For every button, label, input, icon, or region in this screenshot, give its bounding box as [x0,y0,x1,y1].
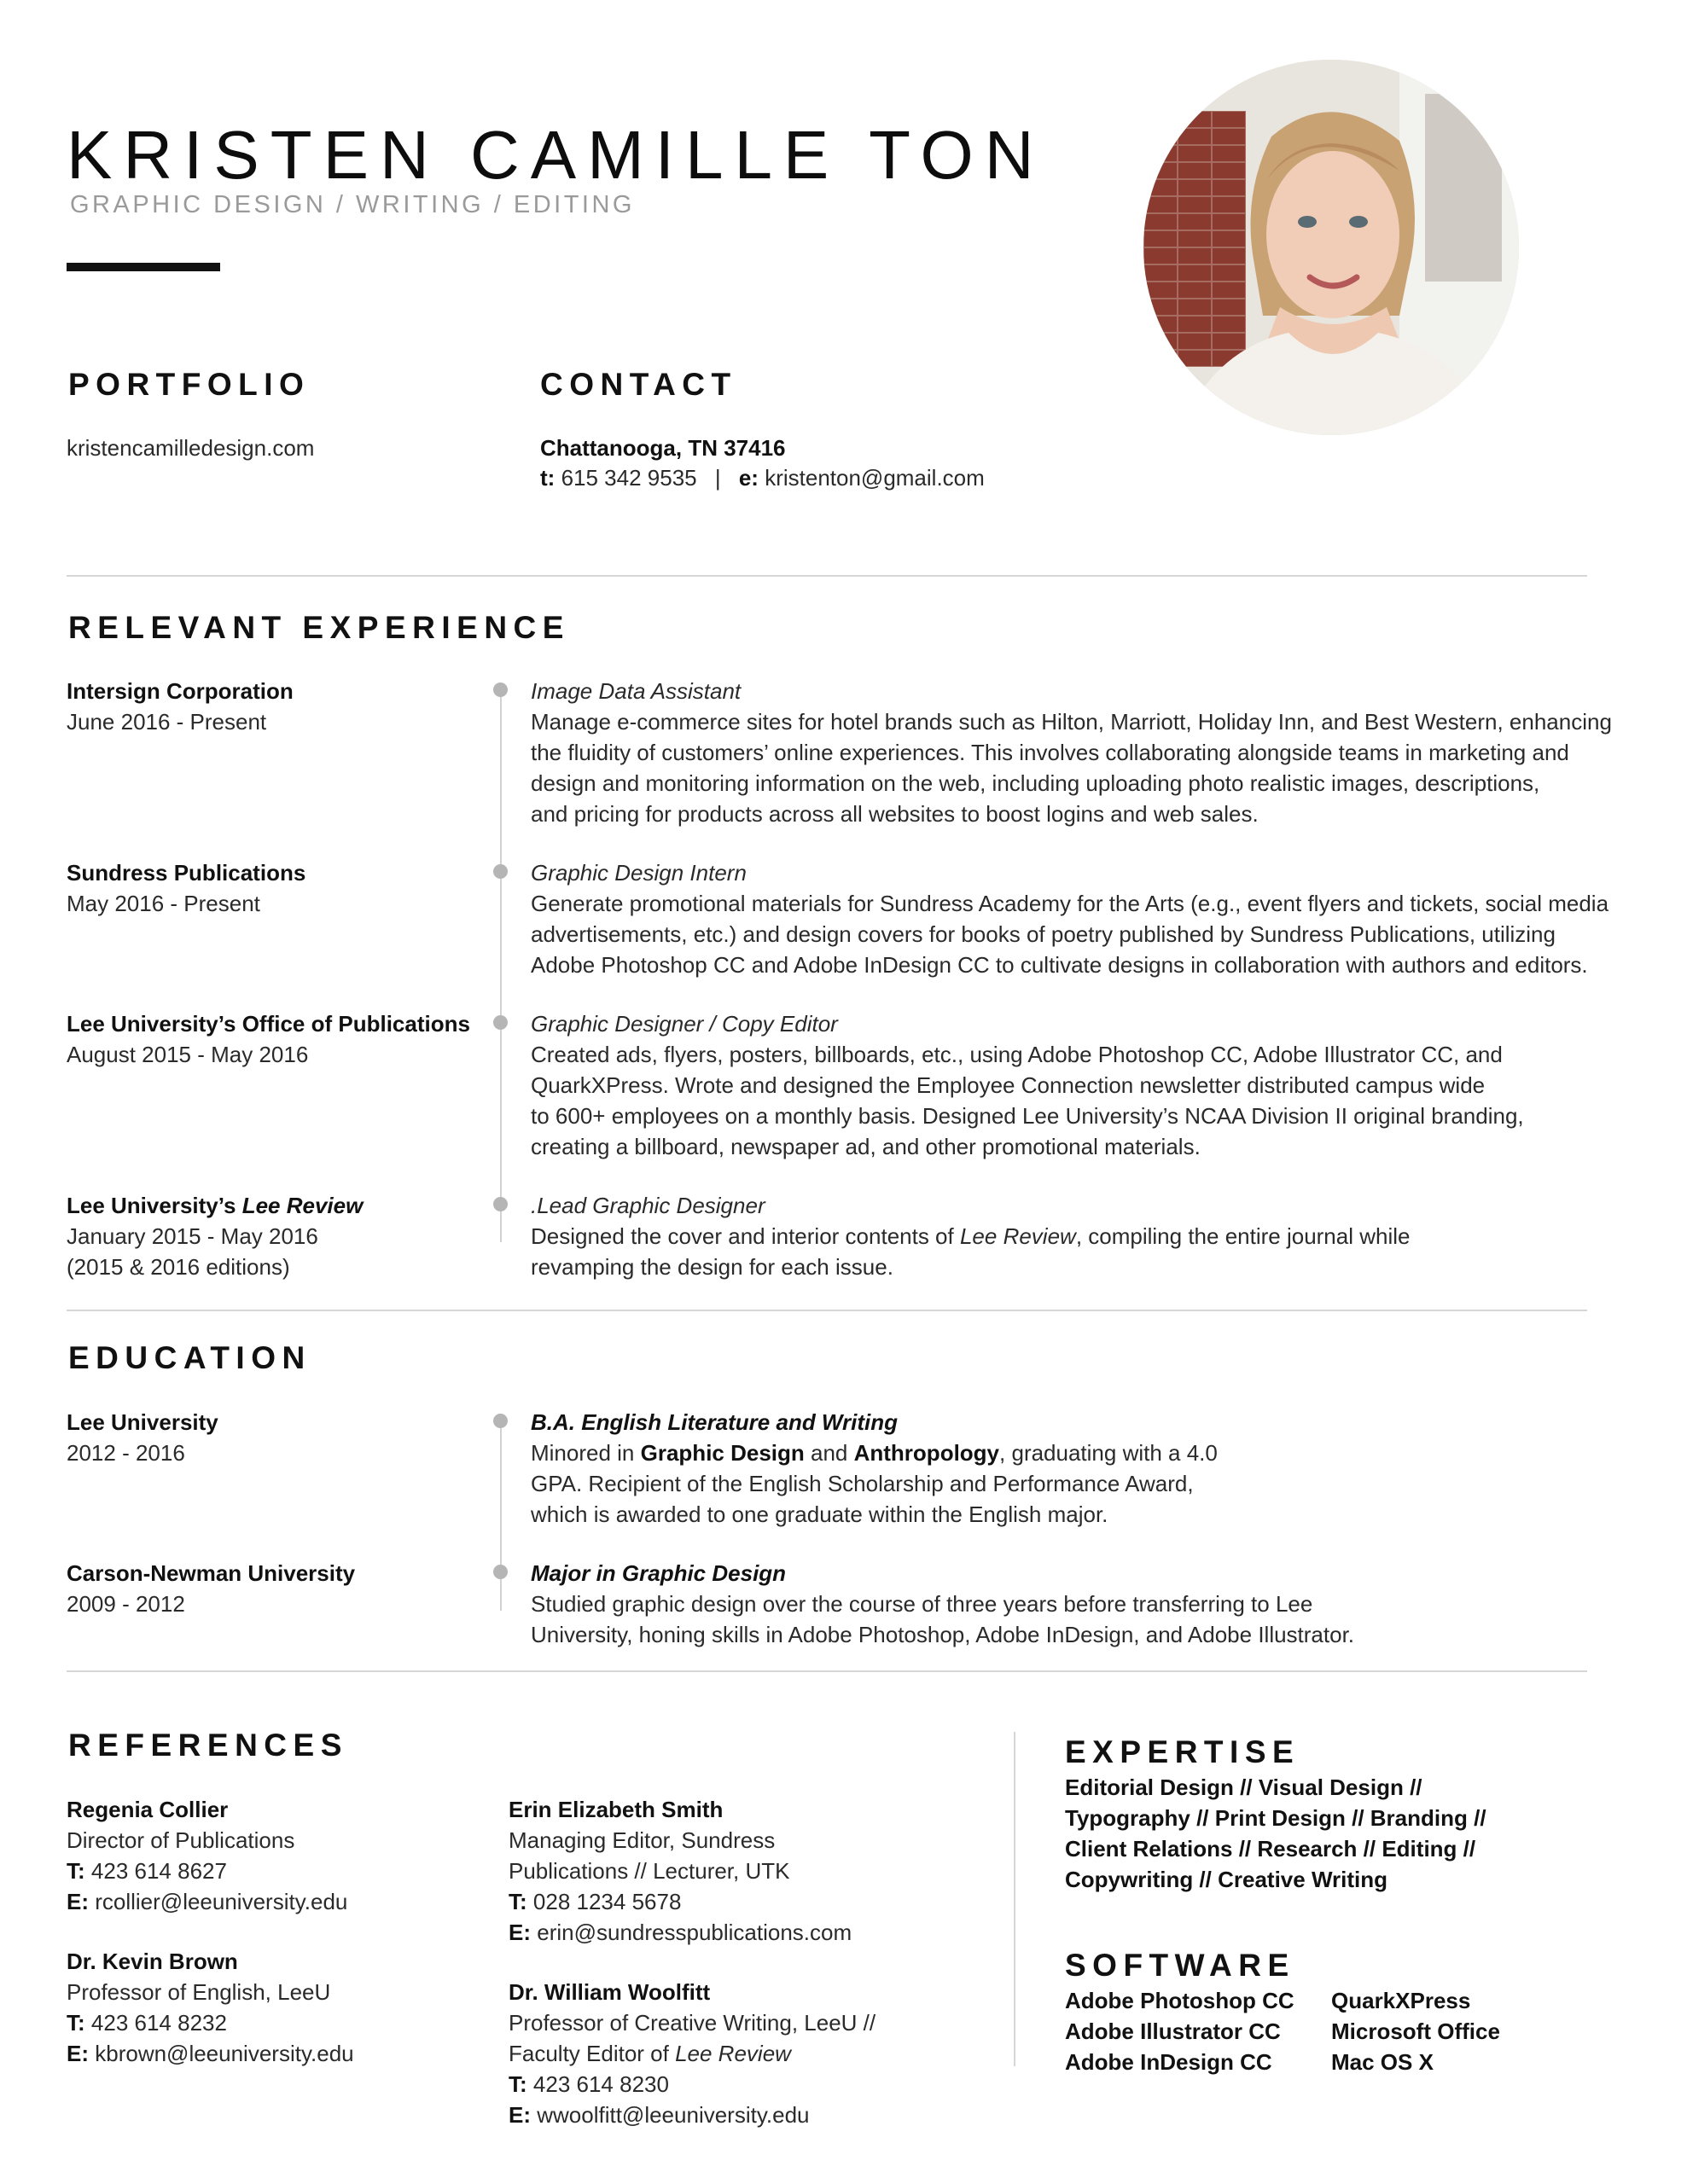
reference-card [509,1794,852,1948]
experience-entry-right [531,857,1640,980]
divider [67,1310,1587,1311]
desc-text: Minored in [531,1440,641,1466]
reference-card [67,1946,354,2069]
reference-name: Regenia Collier [67,1797,229,1822]
name-underline [67,263,220,271]
experience-role: Image Data Assistant [531,678,742,704]
reference-card [509,1977,875,2130]
software-column-1 [1065,1985,1294,2077]
reference-title: Managing Editor, Sundress [509,1827,776,1853]
email-value[interactable]: kbrown@leeuniversity.edu [95,2041,354,2066]
experience-entry-left [67,1190,493,1282]
experience-desc-line: the fluidity of customers’ online experiences. This involves collaborating alongside teams in marketing and [531,740,1569,765]
contact-email[interactable]: kristenton@gmail.com [765,465,985,491]
experience-org: Sundress Publications [67,860,306,886]
experience-desc-line: revamping the design for each issue. [531,1254,893,1280]
experience-desc-line: Generate promotional materials for Sundress Academy for the Arts (e.g., event flyers and tickets, social media [531,891,1609,916]
software-column-2 [1331,1985,1500,2077]
t-label: T: [67,1858,85,1884]
education-heading: EDUCATION [68,1340,311,1375]
software-item: Microsoft Office [1331,2018,1500,2044]
desc-text: , graduating with a 4.0 [999,1440,1218,1466]
education-degree: Major in Graphic Design [531,1560,787,1586]
reference-title [509,2038,875,2069]
profile-photo [1143,60,1519,435]
email-value[interactable]: rcollier@leeuniversity.edu [95,1889,348,1914]
experience-timeline [500,689,502,1242]
t-label: T: [509,1889,527,1914]
education-school: Lee University [67,1409,218,1435]
timeline-dot [493,1197,508,1211]
experience-desc-line: to 600+ employees on a monthly basis. Designed Lee University’s NCAA Division II original branding, [531,1103,1524,1129]
contact-line [540,462,985,493]
timeline-dot [493,1414,508,1428]
timeline-dot [493,682,508,697]
education-desc-line: University, honing skills in Adobe Photoshop, Adobe InDesign, and Adobe Illustrator. [531,1622,1355,1647]
desc-text: and [804,1440,854,1466]
education-entry-right [531,1407,1640,1530]
phone-value[interactable]: 423 614 8230 [532,2071,669,2097]
t-label: T: [67,2010,85,2036]
desc-suffix: , compiling the entire journal while [1075,1223,1411,1249]
experience-entry-right [531,1008,1640,1162]
software-heading: SOFTWARE [1065,1948,1295,1983]
contact-phone[interactable]: 615 342 9535 [561,465,697,491]
e-label: E: [67,2041,89,2066]
resume-tagline: GRAPHIC DESIGN / WRITING / EDITING [70,191,635,218]
phone-label: t: [540,465,556,491]
portrait-illustration [1143,60,1519,435]
email-label: e: [738,465,759,491]
experience-desc-line: QuarkXPress. Wrote and designed the Employee Connection newsletter distributed campus wide [531,1072,1486,1098]
experience-dates: May 2016 - Present [67,891,260,916]
reference-title: Professor of Creative Writing, LeeU // [509,2010,876,2036]
references-heading: REFERENCES [68,1728,348,1763]
expertise-list [1065,1772,1543,1895]
experience-desc-line: and pricing for products across all websites to boost logins and web sales. [531,801,1259,827]
software-item: Mac OS X [1331,2049,1434,2075]
desc-prefix: Designed the cover and interior contents of [531,1223,960,1249]
portfolio-heading: PORTFOLIO [68,367,311,402]
e-label: E: [509,1920,531,1945]
reference-phone [67,1856,347,1886]
education-desc-line [531,1438,1640,1468]
reference-title: Director of Publications [67,1827,295,1853]
reference-email [67,1886,347,1917]
experience-dates-note: (2015 & 2016 editions) [67,1254,290,1280]
contact-address: Chattanooga, TN 37416 [540,435,786,461]
experience-entry-left [67,676,493,737]
desc-bold: Graphic Design [640,1440,805,1466]
experience-org: Intersign Corporation [67,678,294,704]
reference-title: Publications // Lecturer, UTK [509,1858,790,1884]
desc-italic: Lee Review [959,1223,1076,1249]
divider [67,575,1587,577]
title-prefix: Faculty Editor of [509,2041,676,2066]
reference-card [67,1794,347,1917]
software-item: Adobe InDesign CC [1065,2049,1272,2075]
experience-entry-left [67,857,493,919]
t-label: T: [509,2071,527,2097]
resume-name: KRISTEN CAMILLE TON [67,117,1045,193]
timeline-dot [493,1015,508,1030]
education-years: 2009 - 2012 [67,1591,185,1617]
reference-email [67,2038,354,2069]
experience-desc-line: Created ads, flyers, posters, billboards, etc., using Adobe Photoshop CC, Adobe Illustrator CC, and [531,1042,1503,1067]
expertise-line: Typography // Print Design // Branding // [1065,1805,1486,1831]
timeline-dot [493,1565,508,1579]
software-item: QuarkXPress [1331,1988,1471,2013]
reference-phone [509,1886,852,1917]
experience-org [67,1190,493,1221]
phone-value[interactable]: 028 1234 5678 [532,1889,682,1914]
experience-desc-line: creating a billboard, newspaper ad, and other promotional materials. [531,1134,1201,1159]
email-value[interactable]: wwoolfitt@leeuniversity.edu [537,2102,810,2128]
contact-separator: | [714,465,721,491]
expertise-line: Editorial Design // Visual Design // [1065,1774,1422,1800]
experience-org-italic: Lee Review [241,1193,364,1218]
title-italic: Lee Review [675,2041,791,2066]
education-entry-left [67,1558,493,1619]
education-timeline [500,1419,502,1611]
phone-value[interactable]: 423 614 8232 [90,2010,227,2036]
experience-desc-line: design and monitoring information on the web, including uploading photo realistic images, descriptions, [531,770,1540,796]
reference-name: Dr. William Woolfitt [509,1979,711,2005]
divider [67,1670,1587,1672]
experience-entry-left [67,1008,493,1070]
experience-dates: August 2015 - May 2016 [67,1042,309,1067]
software-item: Adobe Photoshop CC [1065,1988,1294,2013]
education-years: 2012 - 2016 [67,1440,185,1466]
reference-phone [509,2069,875,2100]
reference-phone [67,2007,354,2038]
experience-desc-line: advertisements, etc.) and design covers for books of poetry published by Sundress Publications, utilizing [531,921,1556,947]
experience-desc-line [531,1221,1640,1252]
contact-heading: CONTACT [540,367,737,402]
experience-role: Graphic Designer / Copy Editor [531,1011,838,1037]
education-entry-left [67,1407,493,1468]
portfolio-link[interactable]: kristencamilledesign.com [67,435,315,461]
education-desc-line: Studied graphic design over the course of three years before transferring to Lee [531,1591,1313,1617]
experience-org-prefix: Lee University’s [67,1193,242,1218]
reference-email [509,1917,852,1948]
education-school: Carson-Newman University [67,1560,356,1586]
phone-value[interactable]: 423 614 8627 [90,1858,227,1884]
reference-email [509,2100,875,2130]
expertise-heading: EXPERTISE [1065,1734,1300,1769]
education-degree: B.A. English Literature and Writing [531,1409,898,1435]
experience-desc-line: Manage e-commerce sites for hotel brands such as Hilton, Marriott, Holiday Inn, and Best Western, enhancing [531,709,1612,735]
experience-heading: RELEVANT EXPERIENCE [68,610,570,645]
column-divider [1014,1732,1015,2066]
experience-dates: June 2016 - Present [67,709,267,735]
reference-name: Erin Elizabeth Smith [509,1797,724,1822]
education-entry-right [531,1558,1640,1650]
experience-desc-line: Adobe Photoshop CC and Adobe InDesign CC to cultivate designs in collaboration with authors and editors. [531,952,1588,978]
desc-bold: Anthropology [853,1440,1000,1466]
email-value[interactable]: erin@sundresspublications.com [537,1920,852,1945]
expertise-line: Client Relations // Research // Editing // [1065,1836,1476,1862]
software-item: Adobe Illustrator CC [1065,2018,1281,2044]
e-label: E: [67,1889,89,1914]
timeline-dot [493,864,508,879]
reference-title: Professor of English, LeeU [67,1979,331,2005]
experience-role: .Lead Graphic Designer [531,1193,765,1218]
expertise-line: Copywriting // Creative Writing [1065,1867,1388,1892]
experience-dates: January 2015 - May 2016 [67,1223,318,1249]
reference-name: Dr. Kevin Brown [67,1949,238,1974]
experience-org: Lee University’s Office of Publications [67,1011,470,1037]
education-desc-line: which is awarded to one graduate within the English major. [531,1502,1108,1527]
experience-entry-right [531,1190,1640,1282]
experience-role: Graphic Design Intern [531,860,747,886]
experience-entry-right [531,676,1640,829]
education-desc-line: GPA. Recipient of the English Scholarship and Performance Award, [531,1471,1194,1496]
e-label: E: [509,2102,531,2128]
